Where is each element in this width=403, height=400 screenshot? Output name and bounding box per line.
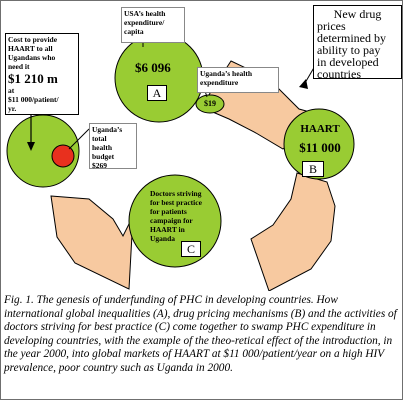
haart-value: $11 000	[299, 140, 341, 155]
doctors-line: campaign for	[150, 216, 193, 225]
uganda-budget-line: $269	[92, 161, 107, 170]
letter-a: A	[152, 86, 162, 100]
drug-prices-line: prices	[317, 19, 346, 33]
cost-at: at	[8, 86, 15, 95]
uganda-exp-box-line: expenditure	[200, 78, 239, 87]
letter-b-box	[302, 161, 324, 177]
cost-rate-line: yr.	[8, 104, 17, 113]
drug-prices-line: countries	[317, 67, 361, 81]
cost-rate-line: $11 000/patient/	[8, 95, 59, 104]
uganda-exp-value: $19	[204, 99, 216, 108]
cost-box-line: Cost to provide	[8, 35, 58, 44]
circle-usa	[115, 34, 203, 122]
letter-c: C	[186, 242, 195, 256]
cost-box-line: HAART to all	[8, 44, 53, 53]
cost-box-line: need it	[8, 62, 30, 71]
doctors-text	[150, 189, 220, 243]
doctors-line: for patients	[150, 207, 187, 216]
caption-body: How international global inequalities (A), drug pricing mechanisms (B) and the activities of doctors striving for best practice (C) come together to swamp PHC expenditure in developing countries, with the example of the theo-retical effect of the introduction, in the year 2000, into global markets of HAART at $11 000/patient/year on a high HIV prevalence, poor country such as Uganda in 2000.	[4, 294, 397, 374]
cost-box	[5, 33, 79, 115]
uganda-exp-box	[197, 67, 279, 93]
usa-value: $6 096	[135, 60, 171, 75]
doctors-line: HAART in	[150, 225, 185, 234]
uganda-budget-line: budget	[92, 152, 115, 161]
caption-title: Fig. 1. The genesis of underfunding of PHC in developing countries.	[4, 294, 314, 306]
arrow-left	[51, 196, 133, 289]
usa-box-line: USA’s health	[124, 9, 166, 18]
usa-box	[121, 7, 185, 43]
cost-box-line: Ugandans who	[8, 53, 56, 62]
drug-prices-line: New drug	[333, 7, 382, 21]
letter-c-box	[181, 241, 201, 257]
uganda-budget-line: Uganda’s	[92, 125, 123, 134]
uganda-budget-line: health	[92, 143, 113, 152]
uganda-budget-box	[89, 123, 137, 169]
doctors-line: Uganda	[150, 234, 176, 243]
figure-caption	[4, 294, 397, 376]
haart-title: HAART	[300, 123, 340, 135]
drug-prices-box	[313, 5, 402, 79]
drug-prices-line: determined by	[317, 31, 386, 45]
usa-box-line: expenditure/	[124, 18, 165, 27]
diagram	[1, 1, 402, 291]
uganda-exp-box-line: Uganda’s health	[200, 69, 253, 78]
uganda-budget-line: total	[92, 134, 107, 143]
letter-a-box	[147, 85, 167, 101]
arrow-right	[251, 173, 335, 291]
letter-b: B	[308, 162, 317, 176]
uganda-budget-dot	[52, 145, 74, 167]
cost-value: $1 210 m	[8, 71, 58, 86]
drug-prices-line: ability to pay	[317, 43, 381, 57]
drug-prices-line: in developed	[317, 55, 379, 69]
usa-box-line: capita	[124, 27, 144, 36]
doctors-line: for best practice	[150, 198, 202, 207]
doctors-line: Doctors striving	[150, 189, 202, 198]
